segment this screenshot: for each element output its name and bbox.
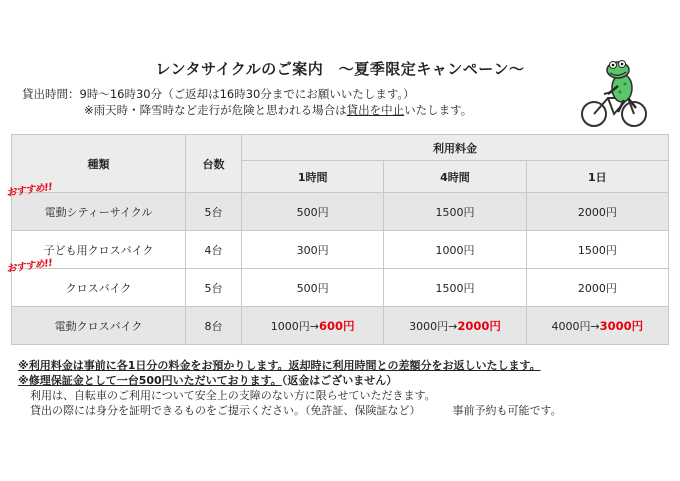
table-row	[12, 307, 669, 345]
bike-type: 子ども用クロスバイク	[43, 243, 154, 257]
price-1day: 2000円	[526, 193, 668, 231]
price-1hour: 300円	[242, 231, 384, 269]
bike-type-cell	[12, 307, 186, 345]
price-1hour: 500円	[242, 269, 384, 307]
price-1day	[526, 307, 668, 345]
bike-count: 4台	[186, 231, 242, 269]
price-1hour: 500円	[242, 193, 384, 231]
weather-note-underlined: 貸出を中止	[346, 103, 405, 117]
bike-type: クロスバイク	[65, 281, 132, 295]
bike-count: 8台	[186, 307, 242, 345]
deposit-note-rest: （返金はございません）	[281, 374, 398, 387]
reservation-note: 事前予約も可能です。	[452, 404, 562, 417]
frog-cyclist-illustration	[578, 58, 648, 130]
bike-type: 電動クロスバイク	[54, 319, 143, 333]
deposit-note-underlined: ※修理保証金として一台500円いただいております。	[18, 374, 282, 387]
table-row	[12, 269, 669, 307]
bike-type-cell	[5, 257, 186, 307]
weather-note-suffix: いたします。	[404, 103, 473, 117]
price-1hour	[242, 307, 384, 345]
rental-rates-table	[5, 134, 669, 345]
old-price: 4000円→	[551, 319, 600, 333]
old-price: 1000円→	[270, 319, 320, 333]
bike-type-cell	[5, 181, 186, 231]
price-1day: 1500円	[526, 231, 668, 269]
recommended-badge: おすすめ!!	[5, 257, 54, 276]
table-row	[12, 193, 669, 231]
recommended-badge: おすすめ!!	[5, 181, 54, 200]
price-4hours	[384, 307, 526, 345]
bike-count: 5台	[186, 193, 242, 231]
rental-hours: 貸出時間：9時～16時30分（ご返却は16時30分までにお願いいたします。）	[22, 87, 415, 101]
header-fee: 利用料金	[242, 135, 669, 161]
header-4hours: 4時間	[384, 161, 526, 193]
weather-note	[84, 102, 472, 118]
price-4hours: 1000円	[384, 231, 526, 269]
page-title: レンタサイクルのご案内 ～夏季限定キャンペーン～	[155, 60, 525, 78]
bike-type: 電動シティーサイクル	[44, 205, 153, 219]
fee-note: ※利用料金は事前に各1日分の料金をお預かりします。返却時に利用時間との差額分をお返しいたします。	[18, 359, 541, 372]
price-4hours: 1500円	[384, 193, 526, 231]
id-note-text: 貸出の際には身分を証明できるものをご提示ください。（免許証、保険証など）	[30, 404, 421, 417]
header-count: 台数	[186, 135, 242, 193]
weather-note-prefix: ※雨天時・降雪時など走行が危険と思われる場合は	[84, 103, 347, 117]
footer-notes	[18, 358, 562, 418]
header-1hour: 1時間	[242, 161, 384, 193]
safety-note: 利用は、自転車のご利用について安全上の支障のない方に限らせていただきます。	[30, 389, 436, 402]
id-note	[18, 403, 562, 418]
deposit-note	[18, 373, 562, 388]
campaign-price: 600円	[319, 318, 355, 333]
campaign-price: 3000円	[599, 318, 644, 333]
bike-count: 5台	[186, 269, 242, 307]
campaign-price: 2000円	[457, 318, 501, 333]
header-1day: 1日	[526, 161, 668, 193]
price-4hours: 1500円	[384, 269, 526, 307]
table-row	[12, 231, 669, 269]
price-1day: 2000円	[526, 269, 668, 307]
header-type: 種類	[12, 135, 186, 193]
old-price: 3000円→	[409, 319, 458, 333]
